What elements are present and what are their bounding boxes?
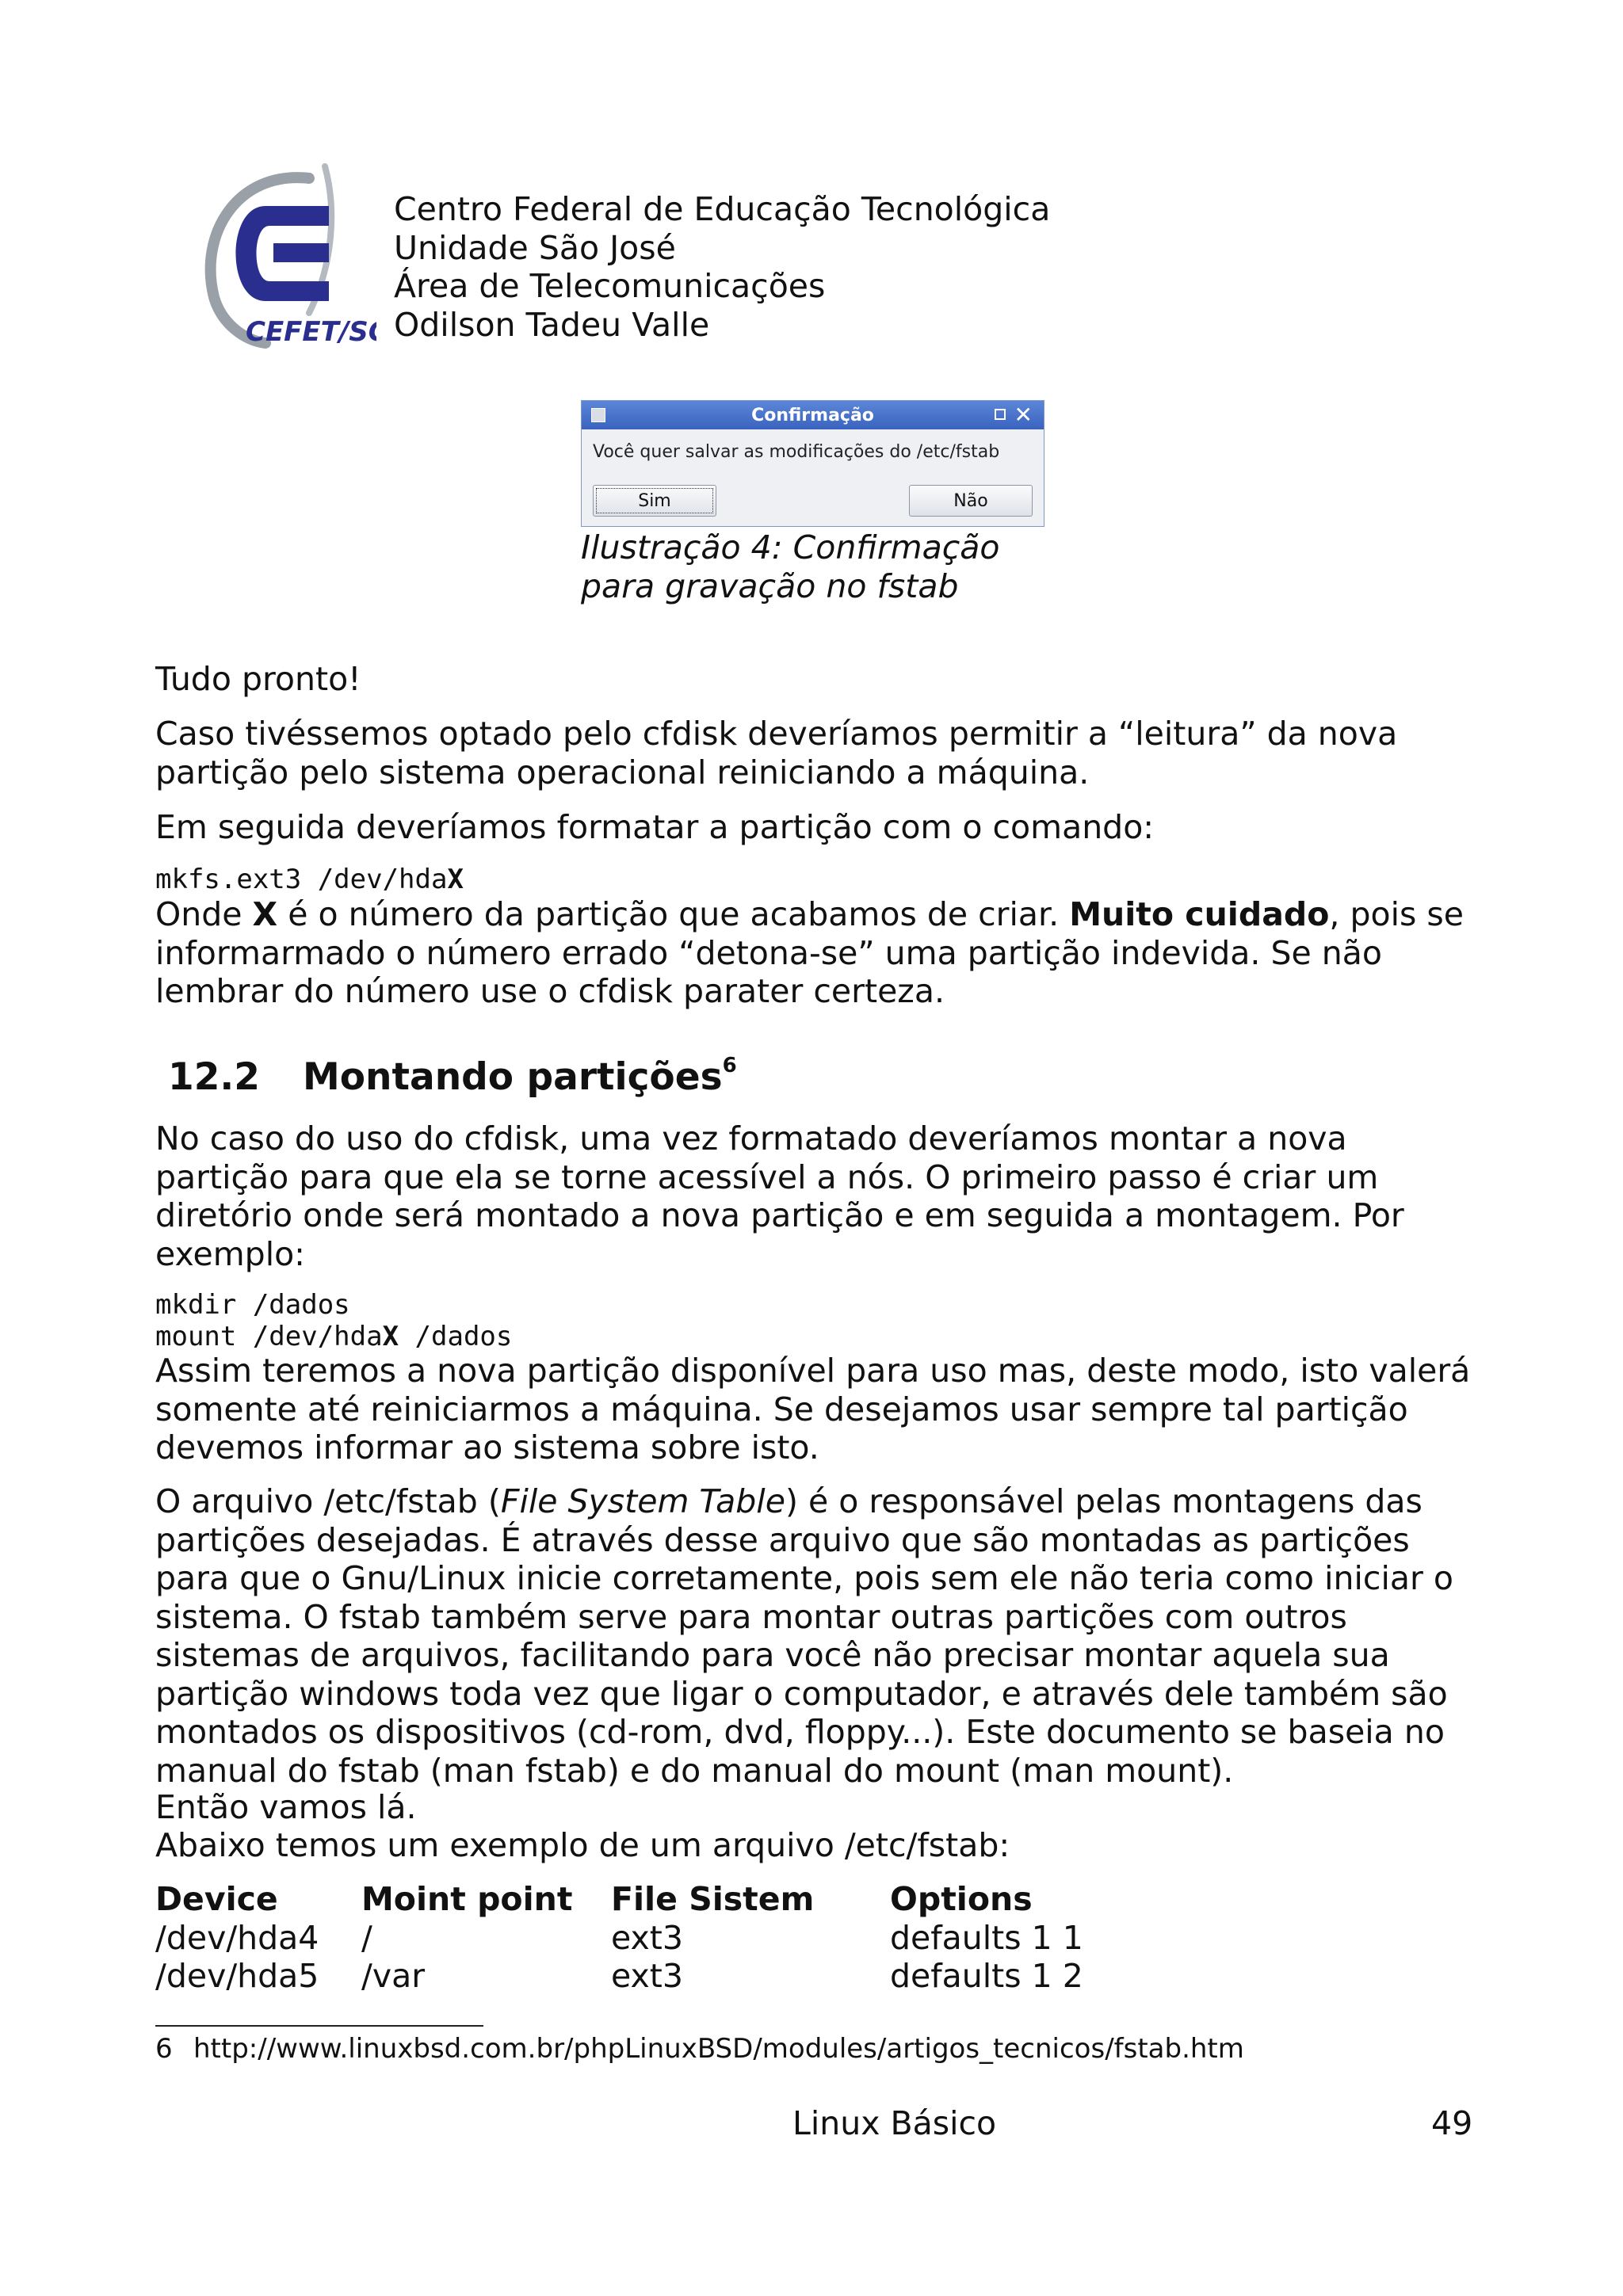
table-cell: /var — [361, 1957, 426, 1995]
maximize-icon — [995, 409, 1006, 420]
table-cell: ext3 — [611, 1918, 683, 1957]
table-cell: / — [361, 1918, 372, 1957]
dialog-titlebar — [582, 401, 1044, 429]
section-heading — [168, 1054, 737, 1099]
caption-line-1: Ilustração 4: Confirmação — [581, 528, 1000, 566]
paragraph: Assim teremos a nova partição disponível para uso mas, deste modo, isto valerá somente até reiniciarmos a máquina. Se desejamos usar sempre tal partição devemos informar ao sistema sobre isto. — [155, 1352, 1471, 1466]
code-text: mount /dev/hda — [155, 1321, 383, 1352]
paragraph: Tudo pronto! — [155, 660, 361, 698]
table-cell: /dev/hda5 — [155, 1957, 319, 1995]
code-block — [155, 864, 464, 895]
table-header-cell: Device — [155, 1880, 278, 1918]
text-run: O arquivo /etc/fstab ( — [155, 1482, 501, 1520]
section-number: 12.2 — [168, 1055, 260, 1099]
table-header-row — [155, 1880, 1207, 1919]
text-run: , pois se informarmado o número errado “detona-se” uma partição indevida. Se não lembrar do número use o cfdisk parater certeza. — [155, 895, 1464, 1010]
section-title: Montando partições — [303, 1055, 723, 1099]
yes-button: Sim — [593, 485, 716, 517]
close-icon: ✕ — [1014, 402, 1033, 428]
confirmation-dialog-illustration — [581, 400, 1044, 527]
paragraph — [155, 1482, 1471, 1790]
no-button: Não — [909, 485, 1033, 517]
dialog-title: Confirmação — [751, 405, 874, 425]
table-row — [155, 1919, 1207, 1958]
paragraph: Abaixo temos um exemplo de um arquivo /etc/fstab: — [155, 1826, 1010, 1864]
code-variable: X — [447, 864, 464, 895]
paragraph: No caso do uso do cfdisk, uma vez formatado deveríamos montar a nova partição para que ela se torne acessível a nós. O primeiro passo é criar um diretório onde será montado a nova partição e em seguida a montagem. Por exemplo: — [155, 1119, 1404, 1273]
dialog-message: Você quer salvar as modificações do /etc/fstab — [593, 442, 1000, 462]
footer-title: Linux Básico — [792, 2104, 997, 2142]
footnote-link: http://www.linuxbsd.com.br/phpLinuxBSD/modules/artigos_tecnicos/fstab.htm — [193, 2033, 1244, 2065]
code-line: mkdir /dados — [155, 1289, 350, 1321]
caption-line-2: para gravação no fstab — [581, 566, 959, 605]
header-line-4: Odilson Tadeu Valle — [394, 305, 710, 344]
paragraph: Caso tivéssemos optado pelo cfdisk deveríamos permitir a “leitura” da nova partição pelo sistema operacional reiniciando a máquina. — [155, 715, 1398, 791]
paragraph: Em seguida deveríamos formatar a partição com o comando: — [155, 808, 1155, 846]
window-icon — [591, 408, 605, 422]
footnote-ref: 6 — [722, 1054, 737, 1077]
table-header-cell: Moint point — [361, 1880, 573, 1918]
table-header-cell: Options — [890, 1880, 1033, 1918]
paragraph: Então vamos lá. — [155, 1788, 417, 1826]
fstab-table — [155, 1880, 1207, 1996]
cefet-logo — [190, 162, 376, 353]
code-text: /dados — [399, 1321, 513, 1352]
text-run: é o número da partição que acabamos de criar. — [277, 895, 1070, 933]
table-row — [155, 1957, 1207, 1996]
italic-text: File System Table — [500, 1482, 785, 1520]
code-block — [155, 1289, 512, 1352]
table-cell: defaults 1 1 — [890, 1918, 1083, 1957]
table-cell: defaults 1 2 — [890, 1957, 1083, 1995]
figure-caption — [581, 528, 1056, 605]
bold-text: X — [252, 895, 278, 933]
code-variable: X — [382, 1321, 399, 1352]
institution-header — [394, 190, 1050, 344]
code-text: mkfs.ext3 /dev/hda — [155, 864, 448, 895]
page-number: 49 — [1431, 2104, 1473, 2142]
text-run: ) é o responsável pelas montagens das partições desejadas. É através desse arquivo que são montadas as partições para que o Gnu/Linux inicie corretamente, pois sem ele não teria como iniciar o sistema. O fstab também serve para montar outras partições com outros sistemas de arquivos, facilitando para você não precisar montar aquela sua partição windows toda vez que ligar o computador, e através dele também são montados os dispositivos (cd-rom, dvd, floppy...). Este documento se baseia no manual do fstab (man fstab) e do manual do mount (man mount). — [155, 1482, 1453, 1790]
header-line-1: Centro Federal de Educação Tecnológica — [394, 190, 1051, 228]
paragraph — [155, 895, 1471, 1011]
footnote-divider — [155, 2025, 483, 2027]
table-cell: ext3 — [611, 1957, 683, 1995]
header-line-2: Unidade São José — [394, 228, 676, 267]
table-cell: /dev/hda4 — [155, 1918, 319, 1957]
footnote-number: 6 — [155, 2033, 173, 2065]
text-run: Onde — [155, 895, 253, 933]
header-line-3: Área de Telecomunicações — [394, 267, 826, 305]
svg-text:CEFET/SC: CEFET/SC — [246, 316, 376, 348]
table-header-cell: File Sistem — [611, 1880, 815, 1918]
bold-text: Muito cuidado — [1069, 895, 1330, 933]
footnote — [155, 2032, 1244, 2065]
